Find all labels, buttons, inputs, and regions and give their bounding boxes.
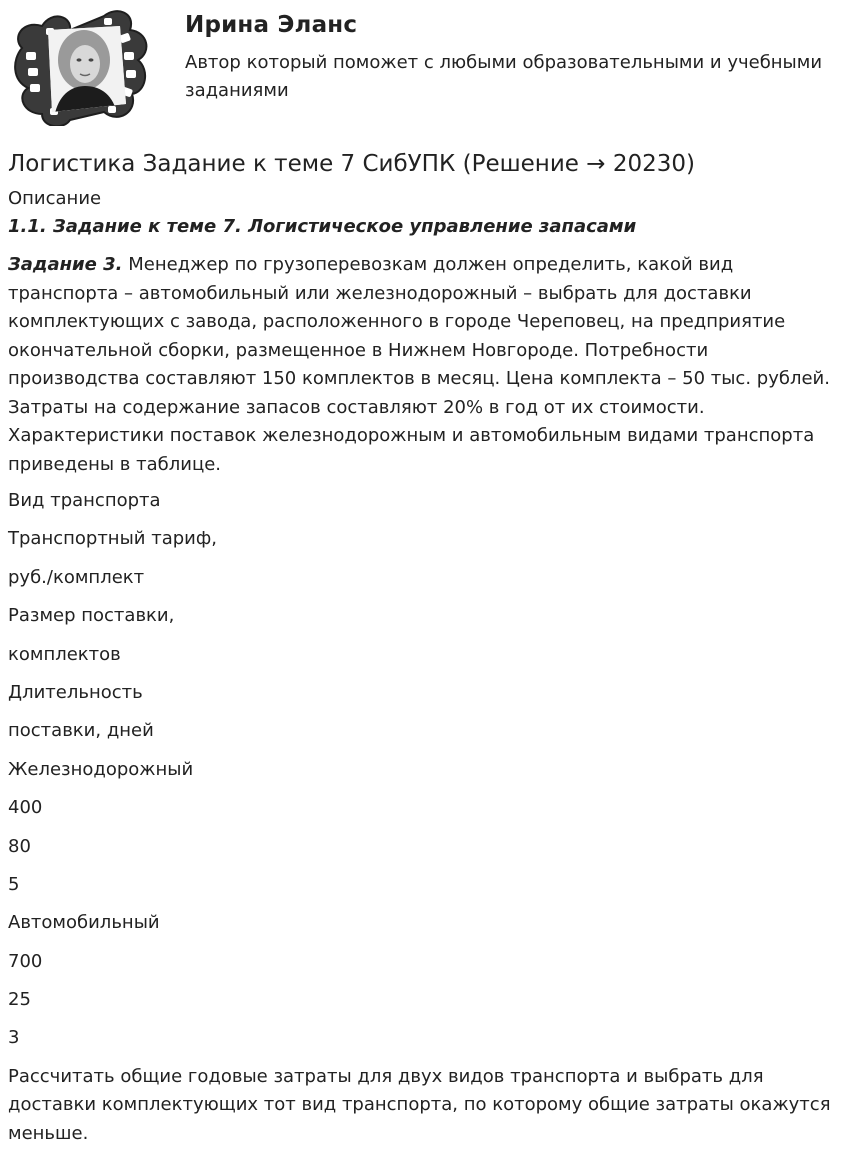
- table-cell-road-duration: 3: [8, 1027, 20, 1049]
- page-title: Логистика Задание к теме 7 СибУПК (Решение → 20230): [8, 151, 695, 177]
- table-cell-rail-tariff: 400: [8, 797, 43, 819]
- table-cell-duration-header: Длительность: [8, 681, 143, 703]
- task-label: Задание 3.: [8, 254, 123, 275]
- task-subheading: 1.1. Задание к теме 7. Логистическое управление запасами: [8, 216, 637, 237]
- table-cell-rail-duration: 5: [8, 873, 20, 895]
- author-avatar[interactable]: [8, 8, 150, 126]
- table-cell-tariff-header: Транспортный тариф,: [8, 528, 217, 550]
- table-cell-lot-size-header: Размер поставки,: [8, 605, 175, 627]
- table-cell-transport-type-header: Вид транспорта: [8, 490, 161, 511]
- table-cell-rail-lot-size: 80: [8, 835, 31, 857]
- document-content: [8, 146, 838, 1156]
- author-name[interactable]: Ирина Эланс: [185, 12, 358, 38]
- task-text: Менеджер по грузоперевозкам должен определить, какой вид транспорта – автомобильный или железнодорожный – выбрать для доставки комплектующих с завода, расположенного в городе Череповец, на предприятие окончательной сборки, размещенное в Нижнем Новгороде. Потребности производства составляют 150 комплектов в месяц. Цена комплекта – 50 тыс. рублей. Затраты на содержание запасов составляют 20% в год от их стоимости. Характеристики поставок железнодорожным и автомобильным видами транспорта приведены в таблице.: [8, 254, 830, 475]
- conclusion-paragraph: Рассчитать общие годовые затраты для двух видов транспорта и выбрать для доставки комплектующих тот вид транспорта, по которому общие затраты окажутся меньше.: [8, 1065, 831, 1144]
- author-description: Автор который поможет с любыми образовательными и учебными заданиями: [185, 52, 823, 101]
- table-cell-road-tariff: 700: [8, 950, 43, 972]
- description-label: Описание: [8, 188, 102, 209]
- film-reel-frame-icon: [8, 8, 150, 126]
- table-cell-lot-size-unit: комплектов: [8, 643, 121, 665]
- table-cell-road: Автомобильный: [8, 912, 160, 934]
- table-cell-tariff-unit: руб./комплект: [8, 566, 145, 588]
- task-paragraph: [8, 251, 838, 479]
- table-lines: [8, 487, 838, 1052]
- table-cell-duration-unit: поставки, дней: [8, 720, 154, 742]
- table-cell-road-lot-size: 25: [8, 989, 31, 1011]
- author-card: [0, 0, 847, 135]
- table-cell-rail: Железнодорожный: [8, 758, 194, 780]
